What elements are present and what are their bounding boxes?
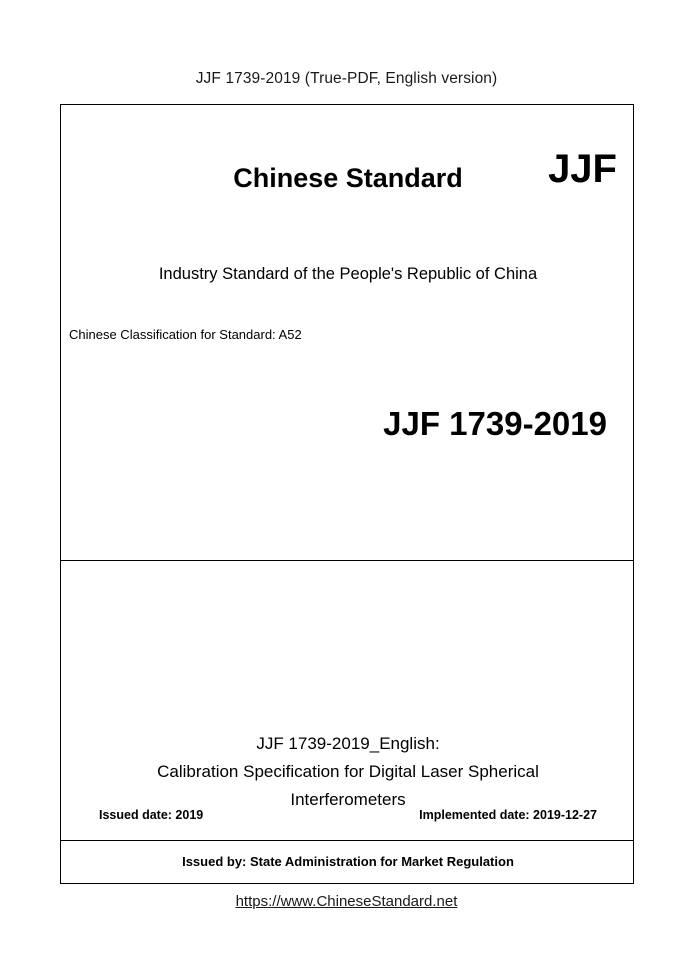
jjf-logo: JJF <box>548 147 617 191</box>
dates-row <box>61 808 635 822</box>
page-top-caption: JJF 1739-2019 (True-PDF, English version) <box>195 70 498 87</box>
footer-website-link[interactable]: https://www.ChineseStandard.net <box>235 893 458 910</box>
classification-line: Chinese Classification for Standard: A52 <box>69 327 302 342</box>
cover-frame <box>60 104 634 884</box>
title-line-3: Interferometers <box>290 790 406 809</box>
cover-main-box <box>60 104 634 561</box>
cover-title-box <box>60 561 634 841</box>
title-line-2: Calibration Specification for Digital Laser Spherical <box>157 762 539 781</box>
standard-heading: Chinese Standard <box>233 163 463 193</box>
cover-issuer-box <box>60 841 634 884</box>
issued-date: Issued date: 2019 <box>99 808 204 822</box>
issuer-line: Issued by: State Administration for Market Regulation <box>182 854 514 869</box>
title-line-1: JJF 1739-2019_English: <box>256 734 440 753</box>
title-block <box>61 730 635 814</box>
industry-standard-line: Industry Standard of the People's Republic of China <box>158 265 538 283</box>
standard-number: JJF 1739-2019 <box>383 405 607 442</box>
implemented-date: Implemented date: 2019-12-27 <box>419 808 597 822</box>
